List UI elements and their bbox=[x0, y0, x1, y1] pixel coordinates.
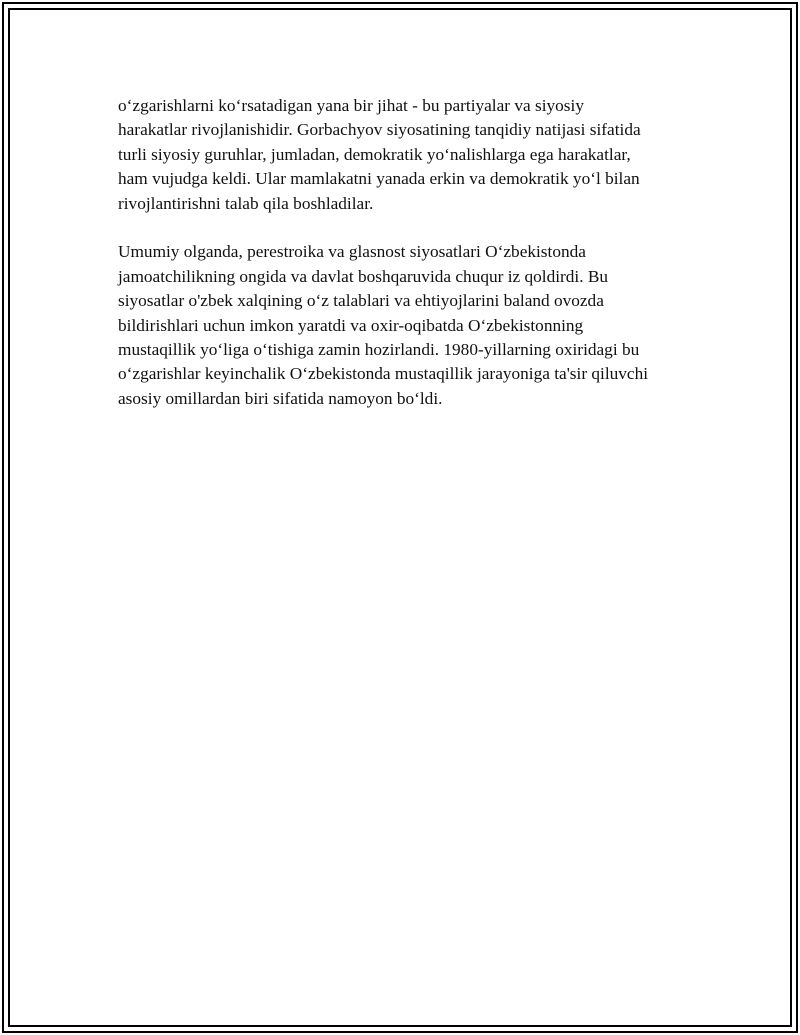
paragraph-line: ham vujudga keldi. Ular mamlakatni yanada erkin va demokratik yo‘l bilan bbox=[118, 169, 640, 189]
paragraph-line: bildirishlari uchun imkon yaratdi va oxir-oqibatda O‘zbekistonning bbox=[118, 315, 584, 335]
paragraph-line: harakatlar rivojlanishidir. Gorbachyov siyosatining tanqidiy natijasi sifatida bbox=[118, 120, 641, 140]
paragraph-line: rivojlantirishni talab qila boshladilar. bbox=[118, 193, 374, 213]
paragraph-line: o‘zgarishlarni ko‘rsatadigan yana bir jihat - bu partiyalar va siyosiy bbox=[118, 96, 584, 115]
paragraph-line: asosiy omillardan biri sifatida namoyon bo‘ldi. bbox=[118, 388, 443, 408]
paragraph-2 bbox=[118, 240, 708, 411]
paragraph-line: o‘zgarishlar keyinchalik O‘zbekistonda mustaqillik jarayoniga ta'sir qiluvchi bbox=[118, 364, 649, 384]
paragraph-line: jamoatchilikning ongida va davlat boshqaruvida chuqur iz qoldirdi. Bu bbox=[118, 266, 609, 286]
paragraph-line: Umumiy olganda, perestroika va glasnost siyosatlari O‘zbekistonda bbox=[118, 242, 586, 262]
paragraph-line: siyosatlar o'zbek xalqining o‘z talablari va ehtiyojlarini baland ovozda bbox=[118, 291, 604, 311]
paragraph-line: turli siyosiy guruhlar, jumladan, demokratik yo‘nalishlarga ega harakatlar, bbox=[118, 144, 631, 164]
document-body bbox=[118, 94, 708, 411]
paragraph-1 bbox=[118, 94, 708, 216]
paragraph-line: mustaqillik yo‘liga o‘tishiga zamin hozirlandi. 1980-yillarning oxiridagi bu bbox=[118, 340, 640, 360]
